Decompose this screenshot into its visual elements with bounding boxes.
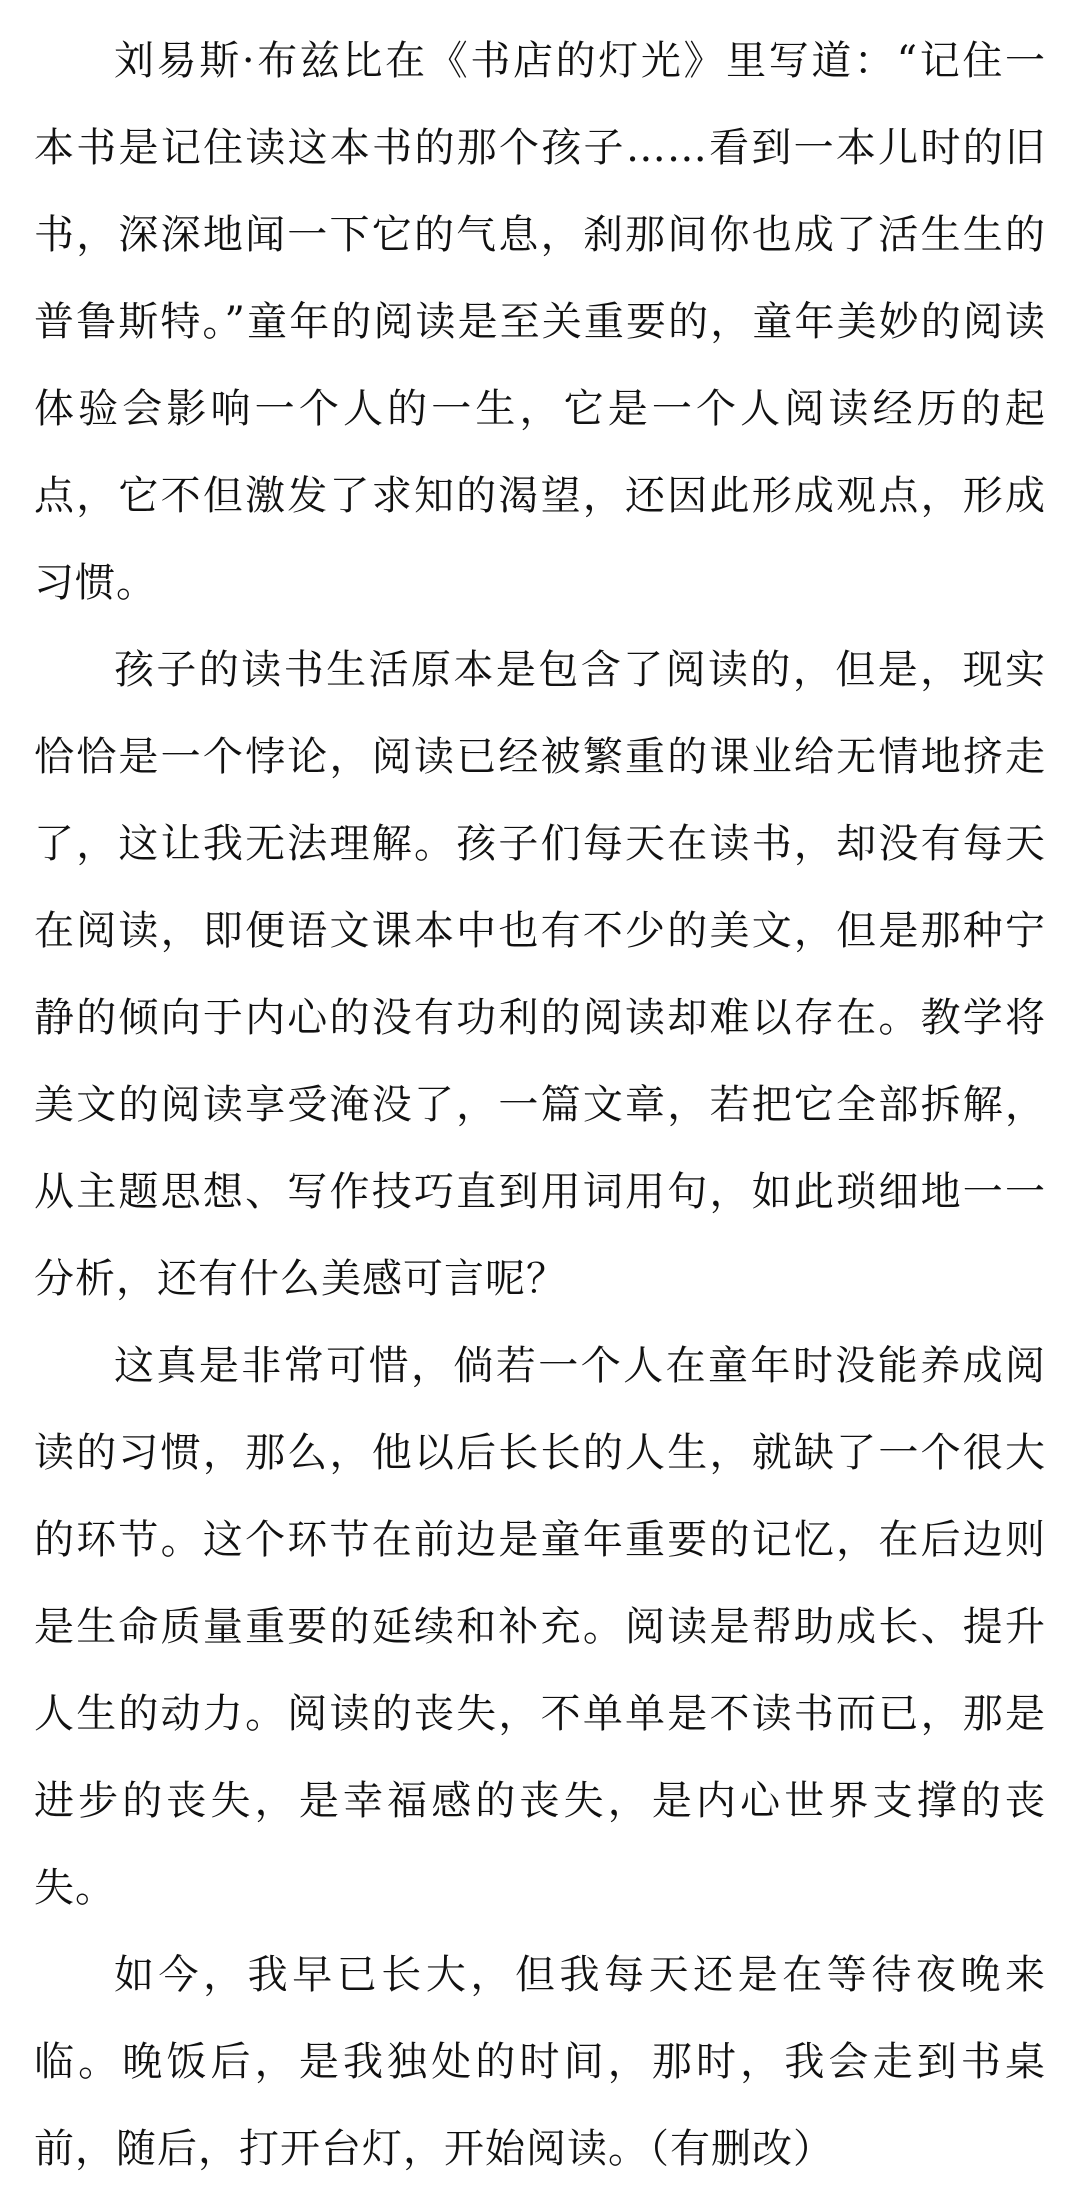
paragraph-3: 这真是非常可惜，倘若一个人在童年时没能养成阅读的习惯，那么，他以后长长的人生，就缺了一个很大的环节。这个环节在前边是童年重要的记忆，在后边则是生命质量重要的延续和补充。阅读是帮助成长、提升人生的动力。阅读的丧失，不单单是不读书而已，那是进步的丧失，是幸福感的丧失，是内心世界支撑的丧失。 [34, 1343, 1046, 1911]
paragraph-4: 如今，我早已长大，但我每天还是在等待夜晚来临。晚饭后，是我独处的时间，那时，我会走到书桌前，随后，打开台灯，开始阅读。（有删改） [34, 1952, 1046, 2172]
article-body [34, 18, 1046, 2193]
paragraph-1: 刘易斯·布兹比在《书店的灯光》里写道：“记住一本书是记住读这本书的那个孩子……看到一本儿时的旧书，深深地闻一下它的气息，刹那间你也成了活生生的普鲁斯特。”童年的阅读是至关重要的，童年美妙的阅读体验会影响一个人的一生，它是一个人阅读经历的起点，它不但激发了求知的渴望，还因此形成观点，形成习惯。 [34, 38, 1046, 606]
paragraph-2: 孩子的读书生活原本是包含了阅读的，但是，现实恰恰是一个悖论，阅读已经被繁重的课业给无情地挤走了，这让我无法理解。孩子们每天在读书，却没有每天在阅读，即便语文课本中也有不少的美文，但是那种宁静的倾向于内心的没有功利的阅读却难以存在。教学将美文的阅读享受淹没了，一篇文章，若把它全部拆解，从主题思想、写作技巧直到用词用句，如此琐细地一一分析，还有什么美感可言呢？ [34, 647, 1046, 1302]
